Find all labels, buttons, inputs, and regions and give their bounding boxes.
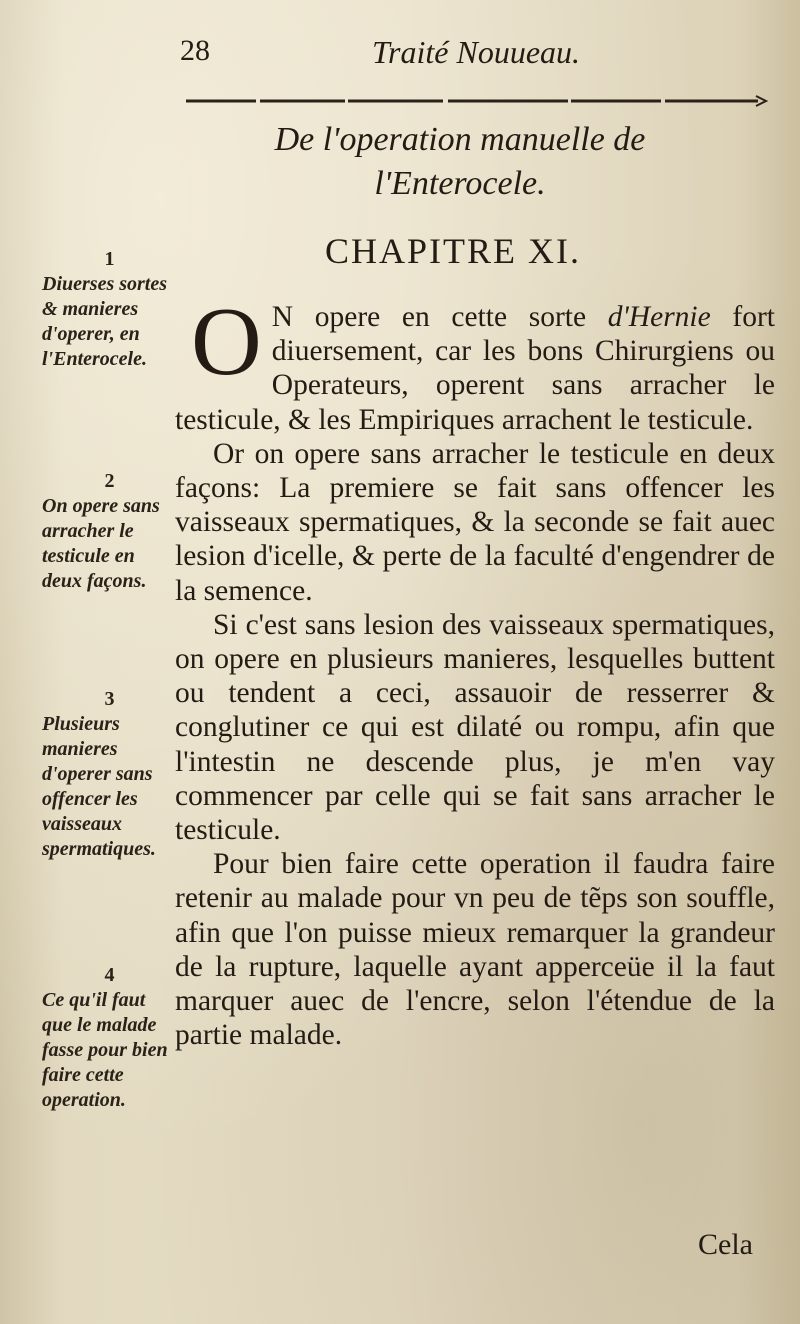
chapter-heading: CHAPITRE XI. [325, 231, 581, 271]
decorative-rule [186, 95, 768, 109]
paragraph-1 [175, 288, 775, 437]
margin-note-number: 4 [104, 964, 115, 986]
margin-note: Plusieurs manieres d'operer sans offencer les vaisseaux spermatiques. [42, 713, 156, 860]
margin-note-number: 1 [104, 248, 115, 270]
paragraph-4: Pour bien faire cette operation il faudra faire retenir au malade pour vn peu de tẽps son souffle, afin que l'on puisse mieux remarquer la grandeur de la rupture, laquelle ayant apperceüe il la faut marquer auec de l'encre, selon l'étendue de la partie malade. [175, 848, 775, 1052]
margin-note: Ce qu'il faut que le malade fasse pour bien faire cette operation. [42, 989, 168, 1111]
paragraph-text: fort diuersement, car les bons Chirurgiens ou Operateurs, operent sans arracher le testicule, & les Empiriques arrachent le testicule. [175, 301, 775, 436]
catchword: Cela [698, 1228, 753, 1261]
margin-note: On opere sans arracher le testicule en deux façons. [42, 495, 160, 592]
paragraph-2: Or on opere sans arracher le testicule en deux façons: La premiere se fait sans offencer les vaisseaux spermatiques, & la seconde se fait auec lesion d'icelle, & perte de la faculté d'engendrer de la semence. [175, 437, 775, 607]
italic-term: d'Hernie [607, 301, 711, 333]
paragraph-text: N opere en cette sorte [271, 301, 608, 333]
body-text [175, 288, 775, 1052]
margin-note-number: 3 [104, 688, 115, 710]
drop-cap: O [191, 288, 262, 396]
section-title-line-2: l'Enterocele. [374, 165, 546, 202]
margin-note-number: 2 [104, 470, 115, 492]
margin-note: Diuerses sortes & manieres d'operer, en l'Enterocele. [42, 273, 168, 370]
section-title-line-1: De l'operation manuelle de [274, 121, 646, 158]
running-title: Traité Nouueau. [372, 34, 581, 70]
page-number: 28 [180, 34, 210, 67]
paragraph-3: Si c'est sans lesion des vaisseaux spermatiques, on opere en plusieurs manieres, lesquelles buttent ou tendent a ceci, assauoir de resserrer & conglutiner ce qui est dilaté ou rompu, afin que l'intestin ne descende plus, je m'en vay commencer par celle qui se fait sans arracher le testicule. [175, 608, 775, 847]
